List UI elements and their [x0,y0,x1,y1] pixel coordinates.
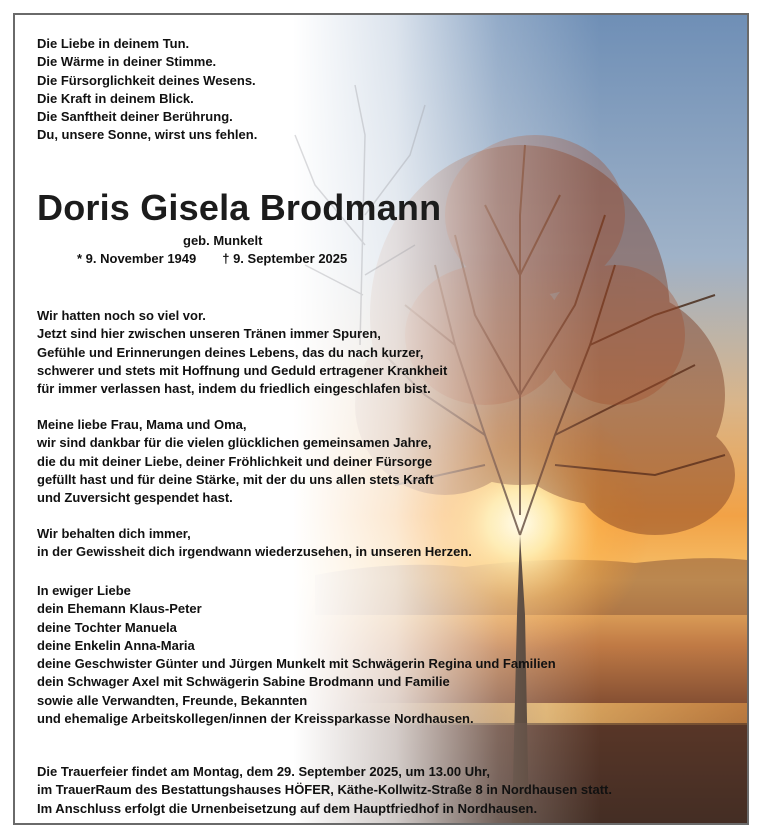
text-line: in der Gewissheit dich irgendwann wiederzusehen, in unseren Herzen. [37,544,472,560]
life-dates [77,251,347,266]
funeral-line: Im Anschluss erfolgt die Urnenbeisetzung auf dem Hauptfriedhof in Nordhausen. [37,800,538,816]
mourners-list [37,582,556,728]
funeral-line: im TrauerRaum des Bestattungshauses HÖFER, Käthe-Kollwitz-Straße 8 in Nordhausen statt. [37,782,612,798]
text-line: die du mit deiner Liebe, deiner Fröhlichkeit und deiner Fürsorge [37,453,433,469]
mourner-line: In ewiger Liebe [37,583,131,598]
mourner-line: deine Enkelin Anna-Maria [37,637,195,653]
paragraph-3 [37,525,472,562]
poem [37,35,257,145]
text-line: gefüllt hast und für deine Stärke, mit der du uns allen stets Kraft [37,471,434,487]
text-line: Meine liebe Frau, Mama und Oma, [37,417,247,432]
obituary-frame [13,13,749,825]
text-line: Wir behalten dich immer, [37,526,191,541]
poem-line: Du, unsere Sonne, wirst uns fehlen. [37,127,258,143]
poem-line: Die Liebe in deinem Tun. [37,36,190,51]
text-line: wir sind dankbar für die vielen glücklichen gemeinsamen Jahre, [37,435,432,451]
mourner-line: deine Geschwister Günter und Jürgen Munkelt mit Schwägerin Regina und Familien [37,656,556,672]
mourner-line: sowie alle Verwandten, Freunde, Bekannten [37,692,308,708]
mourner-line: dein Schwager Axel mit Schwägerin Sabine Brodmann und Familie [37,674,450,690]
text-line: Wir hatten noch so viel vor. [37,308,206,323]
text-line: für immer verlassen hast, indem du friedlich eingeschlafen bist. [37,381,431,397]
text-line: und Zuversicht gespendet hast. [37,490,233,506]
paragraph-1 [37,307,447,398]
funeral-line: Die Trauerfeier findet am Montag, dem 29. September 2025, um 13.00 Uhr, [37,764,490,779]
mourner-line: deine Tochter Manuela [37,619,177,635]
poem-line: Die Wärme in deiner Stimme. [37,54,217,70]
maiden-name: geb. Munkelt [183,233,263,248]
text-line: Gefühle und Erinnerungen deines Lebens, das du nach kurzer, [37,344,424,360]
text-line: schwerer und stets mit Hoffnung und Geduld ertragener Krankheit [37,362,448,378]
poem-line: Die Fürsorglichkeit deines Wesens. [37,72,256,88]
text-line: Jetzt sind hier zwischen unseren Tränen immer Spuren, [37,326,381,342]
paragraph-2 [37,416,434,507]
poem-line: Die Kraft in deinem Blick. [37,90,194,106]
poem-line: Die Sanftheit deiner Berührung. [37,109,233,125]
deceased-name: Doris Gisela Brodmann [37,187,442,228]
death-date: † 9. September 2025 [222,251,348,266]
funeral-info [37,763,612,818]
mourner-line: dein Ehemann Klaus-Peter [37,601,202,617]
birth-date: * 9. November 1949 [77,251,197,266]
mourner-line: und ehemalige Arbeitskollegen/innen der Kreissparkasse Nordhausen. [37,711,474,727]
